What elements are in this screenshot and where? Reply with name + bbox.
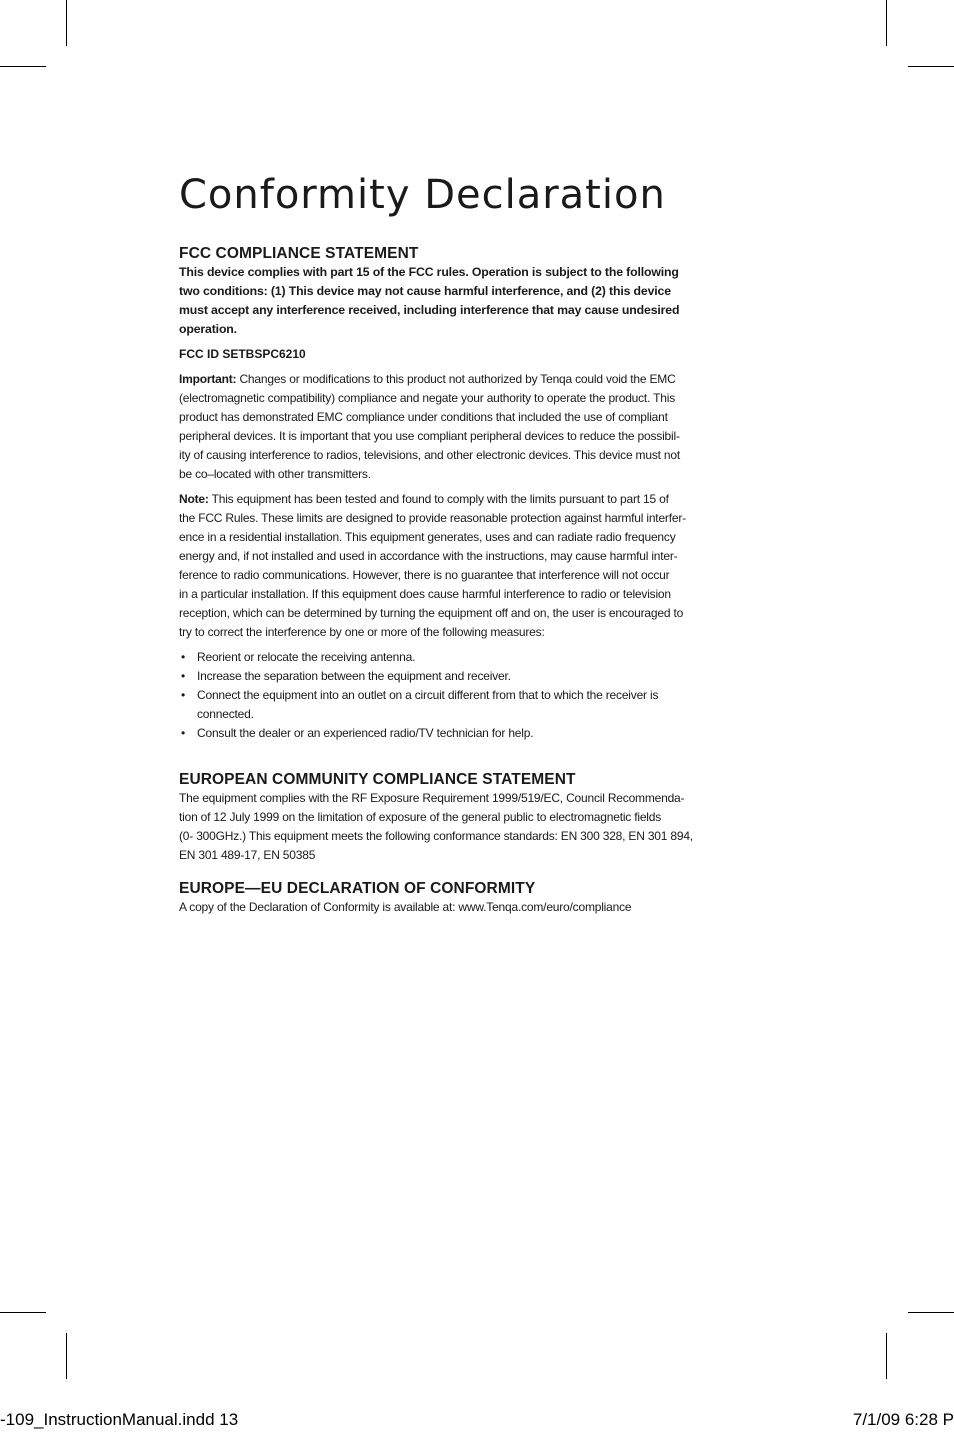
eu-paragraph: A copy of the Declaration of Conformity is available at: www.Tenqa.com/euro/compliance <box>179 900 632 914</box>
footer-timestamp: 7/1/09 6:28 P <box>852 1410 954 1429</box>
fcc-heading: FCC COMPLIANCE STATEMENT <box>179 245 419 262</box>
important-line: peripheral devices. It is important that you use compliant peripheral devices to reduce the possibil- <box>179 429 680 443</box>
list-item <box>179 724 775 743</box>
fcc-section <box>179 244 775 743</box>
ec-line: EN 301 489-17, EN 50385 <box>179 848 316 862</box>
crop-mark-bottom-right-horizontal <box>908 1312 954 1313</box>
list-item-text: Consult the dealer or an experienced radio/TV technician for help. <box>197 726 534 740</box>
list-item <box>179 686 775 724</box>
fcc-lead-line: must accept any interference received, including interference that may cause undesired <box>179 303 680 317</box>
note-line: the FCC Rules. These limits are designed to provide reasonable protection against harmful interfer- <box>179 511 686 525</box>
crop-mark-top-left-horizontal <box>0 66 46 67</box>
crop-mark-top-left-vertical <box>66 0 67 46</box>
note-line: energy and, if not installed and used in accordance with the instructions, may cause harmful inter- <box>179 549 678 563</box>
ec-line: tion of 12 July 1999 on the limitation of exposure of the general public to electromagnetic fields <box>179 810 662 824</box>
important-line: Changes or modifications to this product not authorized by Tenqa could void the EMC <box>236 372 676 386</box>
crop-mark-bottom-right-vertical <box>886 1333 887 1379</box>
page-title: Conformity Declaration <box>179 172 666 218</box>
list-item-text: connected. <box>197 707 254 721</box>
ec-line: The equipment complies with the RF Exposure Requirement 1999/519/EC, Council Recommenda- <box>179 791 685 805</box>
ec-paragraph <box>179 789 775 865</box>
ec-heading: EUROPEAN COMMUNITY COMPLIANCE STATEMENT <box>179 771 576 788</box>
list-item-text: Connect the equipment into an outlet on a circuit different from that to which the receiver is <box>197 688 659 702</box>
fcc-lead-statement <box>179 263 775 339</box>
important-label: Important: <box>179 372 237 386</box>
crop-mark-bottom-left-vertical <box>66 1333 67 1379</box>
note-line: reception, which can be determined by turning the equipment off and on, the user is encouraged to <box>179 606 684 620</box>
footer-filename: -109_InstructionManual.indd 13 <box>0 1410 239 1429</box>
note-label: Note: <box>179 492 209 506</box>
bullet-icon: • <box>181 669 186 683</box>
fcc-lead-line: operation. <box>179 322 237 336</box>
important-line: (electromagnetic compatibility) compliance and negate your authority to operate the product. This <box>179 391 675 405</box>
ec-section <box>179 770 775 865</box>
crop-mark-top-right-horizontal <box>908 66 954 67</box>
measures-list <box>179 648 775 743</box>
important-line: be co–located with other transmitters. <box>179 467 371 481</box>
note-line: ence in a residential installation. This equipment generates, uses and can radiate radio frequency <box>179 530 676 544</box>
crop-mark-bottom-left-horizontal <box>0 1312 46 1313</box>
important-line: ity of causing interference to radios, televisions, and other electronic devices. This device must not <box>179 448 680 462</box>
important-line: product has demonstrated EMC compliance under conditions that included the use of compliant <box>179 410 668 424</box>
fcc-lead-line: two conditions: (1) This device may not cause harmful interference, and (2) this device <box>179 284 671 298</box>
note-paragraph <box>179 490 775 642</box>
bullet-icon: • <box>181 688 186 702</box>
page-content <box>179 172 775 923</box>
note-line: ference to radio communications. However, there is no guarantee that interference will not occur <box>179 568 670 582</box>
bullet-icon: • <box>181 726 186 740</box>
bullet-icon: • <box>181 650 186 664</box>
note-line: try to correct the interference by one or more of the following measures: <box>179 625 545 639</box>
eu-heading: EUROPE—EU DECLARATION OF CONFORMITY <box>179 880 536 897</box>
list-item-text: Reorient or relocate the receiving antenna. <box>197 650 416 664</box>
list-item <box>179 648 775 667</box>
important-paragraph <box>179 370 775 484</box>
fcc-id: FCC ID SETBSPC6210 <box>179 347 306 361</box>
list-item-text: Increase the separation between the equipment and receiver. <box>197 669 511 683</box>
crop-mark-top-right-vertical <box>886 0 887 46</box>
fcc-lead-line: This device complies with part 15 of the FCC rules. Operation is subject to the following <box>179 265 679 279</box>
list-item <box>179 667 775 686</box>
note-line: in a particular installation. If this equipment does cause harmful interference to radio or television <box>179 587 671 601</box>
eu-section <box>179 879 775 917</box>
ec-line: (0- 300GHz.) This equipment meets the following conformance standards: EN 300 328, EN 301 894, <box>179 829 693 843</box>
note-line: This equipment has been tested and found to comply with the limits pursuant to part 15 of <box>208 492 669 506</box>
